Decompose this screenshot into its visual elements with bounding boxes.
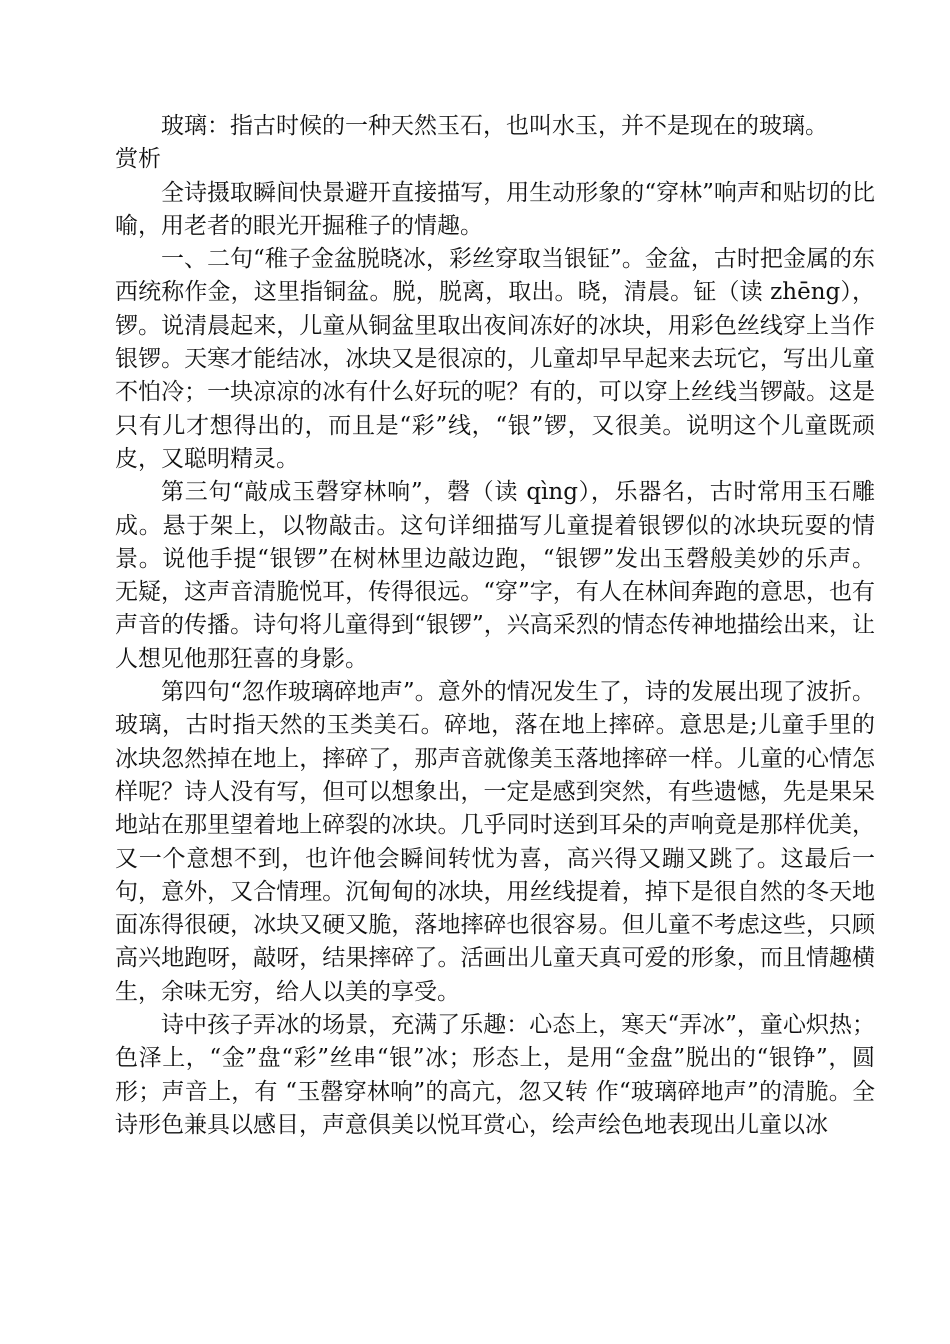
paragraph-line-three: 第三句“敲成玉磬穿林响”，磬（读 qìng），乐器名，古时常用玉石雕成。悬于架上，以物敲击。这句详细描写儿童提着银锣似的冰块玩耍的情景。说他手提“银锣”在树林里边敲边跑，“银锣”发出玉磬般美妙的乐声。无疑，这声音清脆悦耳，传得很远。“穿”字，有人在林间奔跑的意思，也有声音的传播。诗句将儿童得到“银锣”，兴高采烈的情态传神地描绘出来，让人想见他那狂喜的身影。 (115, 479, 875, 672)
section-heading-shangxi: 赏析 (115, 146, 161, 173)
paragraph-overview: 全诗摄取瞬间快景避开直接描写，用生动形象的“穿林”响声和贴切的比喻，用老者的眼光开掘稚子的情趣。 (115, 179, 875, 239)
paragraph-lines-one-two: 一、二句“稚子金盆脱晓冰，彩丝穿取当银钲”。金盆，古时把金属的东西统称作金，这里指铜盆。脱，脱离，取出。晓，清晨。钲（读 zhēng），锣。说清晨起来，儿童从铜盆里取出夜间冻好的冰块，用彩色丝线穿上当作银锣。天寒才能结冰，冰块又是很凉的，儿童却早早起来去玩它，写出儿童不怕冷；一块凉凉的冰有什么好玩的呢？有的，可以穿上丝线当锣敲。这是只有儿才想得出的，而且是“彩”线，“银”锣，又很美。说明这个儿童既顽皮，又聪明精灵。 (115, 246, 875, 472)
paragraph-summary: 诗中孩子弄冰的场景，充满了乐趣：心态上，寒天“弄冰”，童心炽热；色泽上，“金”盘“彩”丝串“银”冰；形态上，是用“金盘”脱出的“银铮”，圆形；声音上，有 “玉罄穿林响”的高亢，忽又转 作“玻璃碎地声”的清脆。全诗形色兼具以感目，声意俱美以悦耳赏心，绘声绘色地表现出儿童以冰 (115, 1012, 875, 1138)
paragraph-line-four: 第四句“忽作玻璃碎地声”。意外的情况发生了，诗的发展出现了波折。玻璃，古时指天然的玉类美石。碎地，落在地上摔碎。意思是;儿童手里的冰块忽然掉在地上，摔碎了，那声音就像美玉落地摔碎一样。儿童的心情怎样呢？诗人没有写，但可以想象出，一定是感到突然，有些遗憾，先是果呆地站在那里望着地上碎裂的冰块。几乎同时送到耳朵的声响竟是那样优美，又一个意想不到，也许他会瞬间转忧为喜，高兴得又蹦又跳了。这最后一句，意外，又合情理。沉甸甸的冰块，用丝线提着，掉下是很自然的冬天地面冻得很硬，冰块又硬又脆，落地摔碎也很容易。但儿童不考虑这些，只顾高兴地跑呀，敲呀，结果摔碎了。活画出儿童天真可爱的形象，而且情趣横生，余味无穷，给人以美的享受。 (115, 679, 875, 1005)
document-body (115, 110, 875, 1142)
paragraph-glossary-boli: 玻璃：指古时候的一种天然玉石，也叫水玉，并不是现在的玻璃。 (161, 113, 828, 139)
